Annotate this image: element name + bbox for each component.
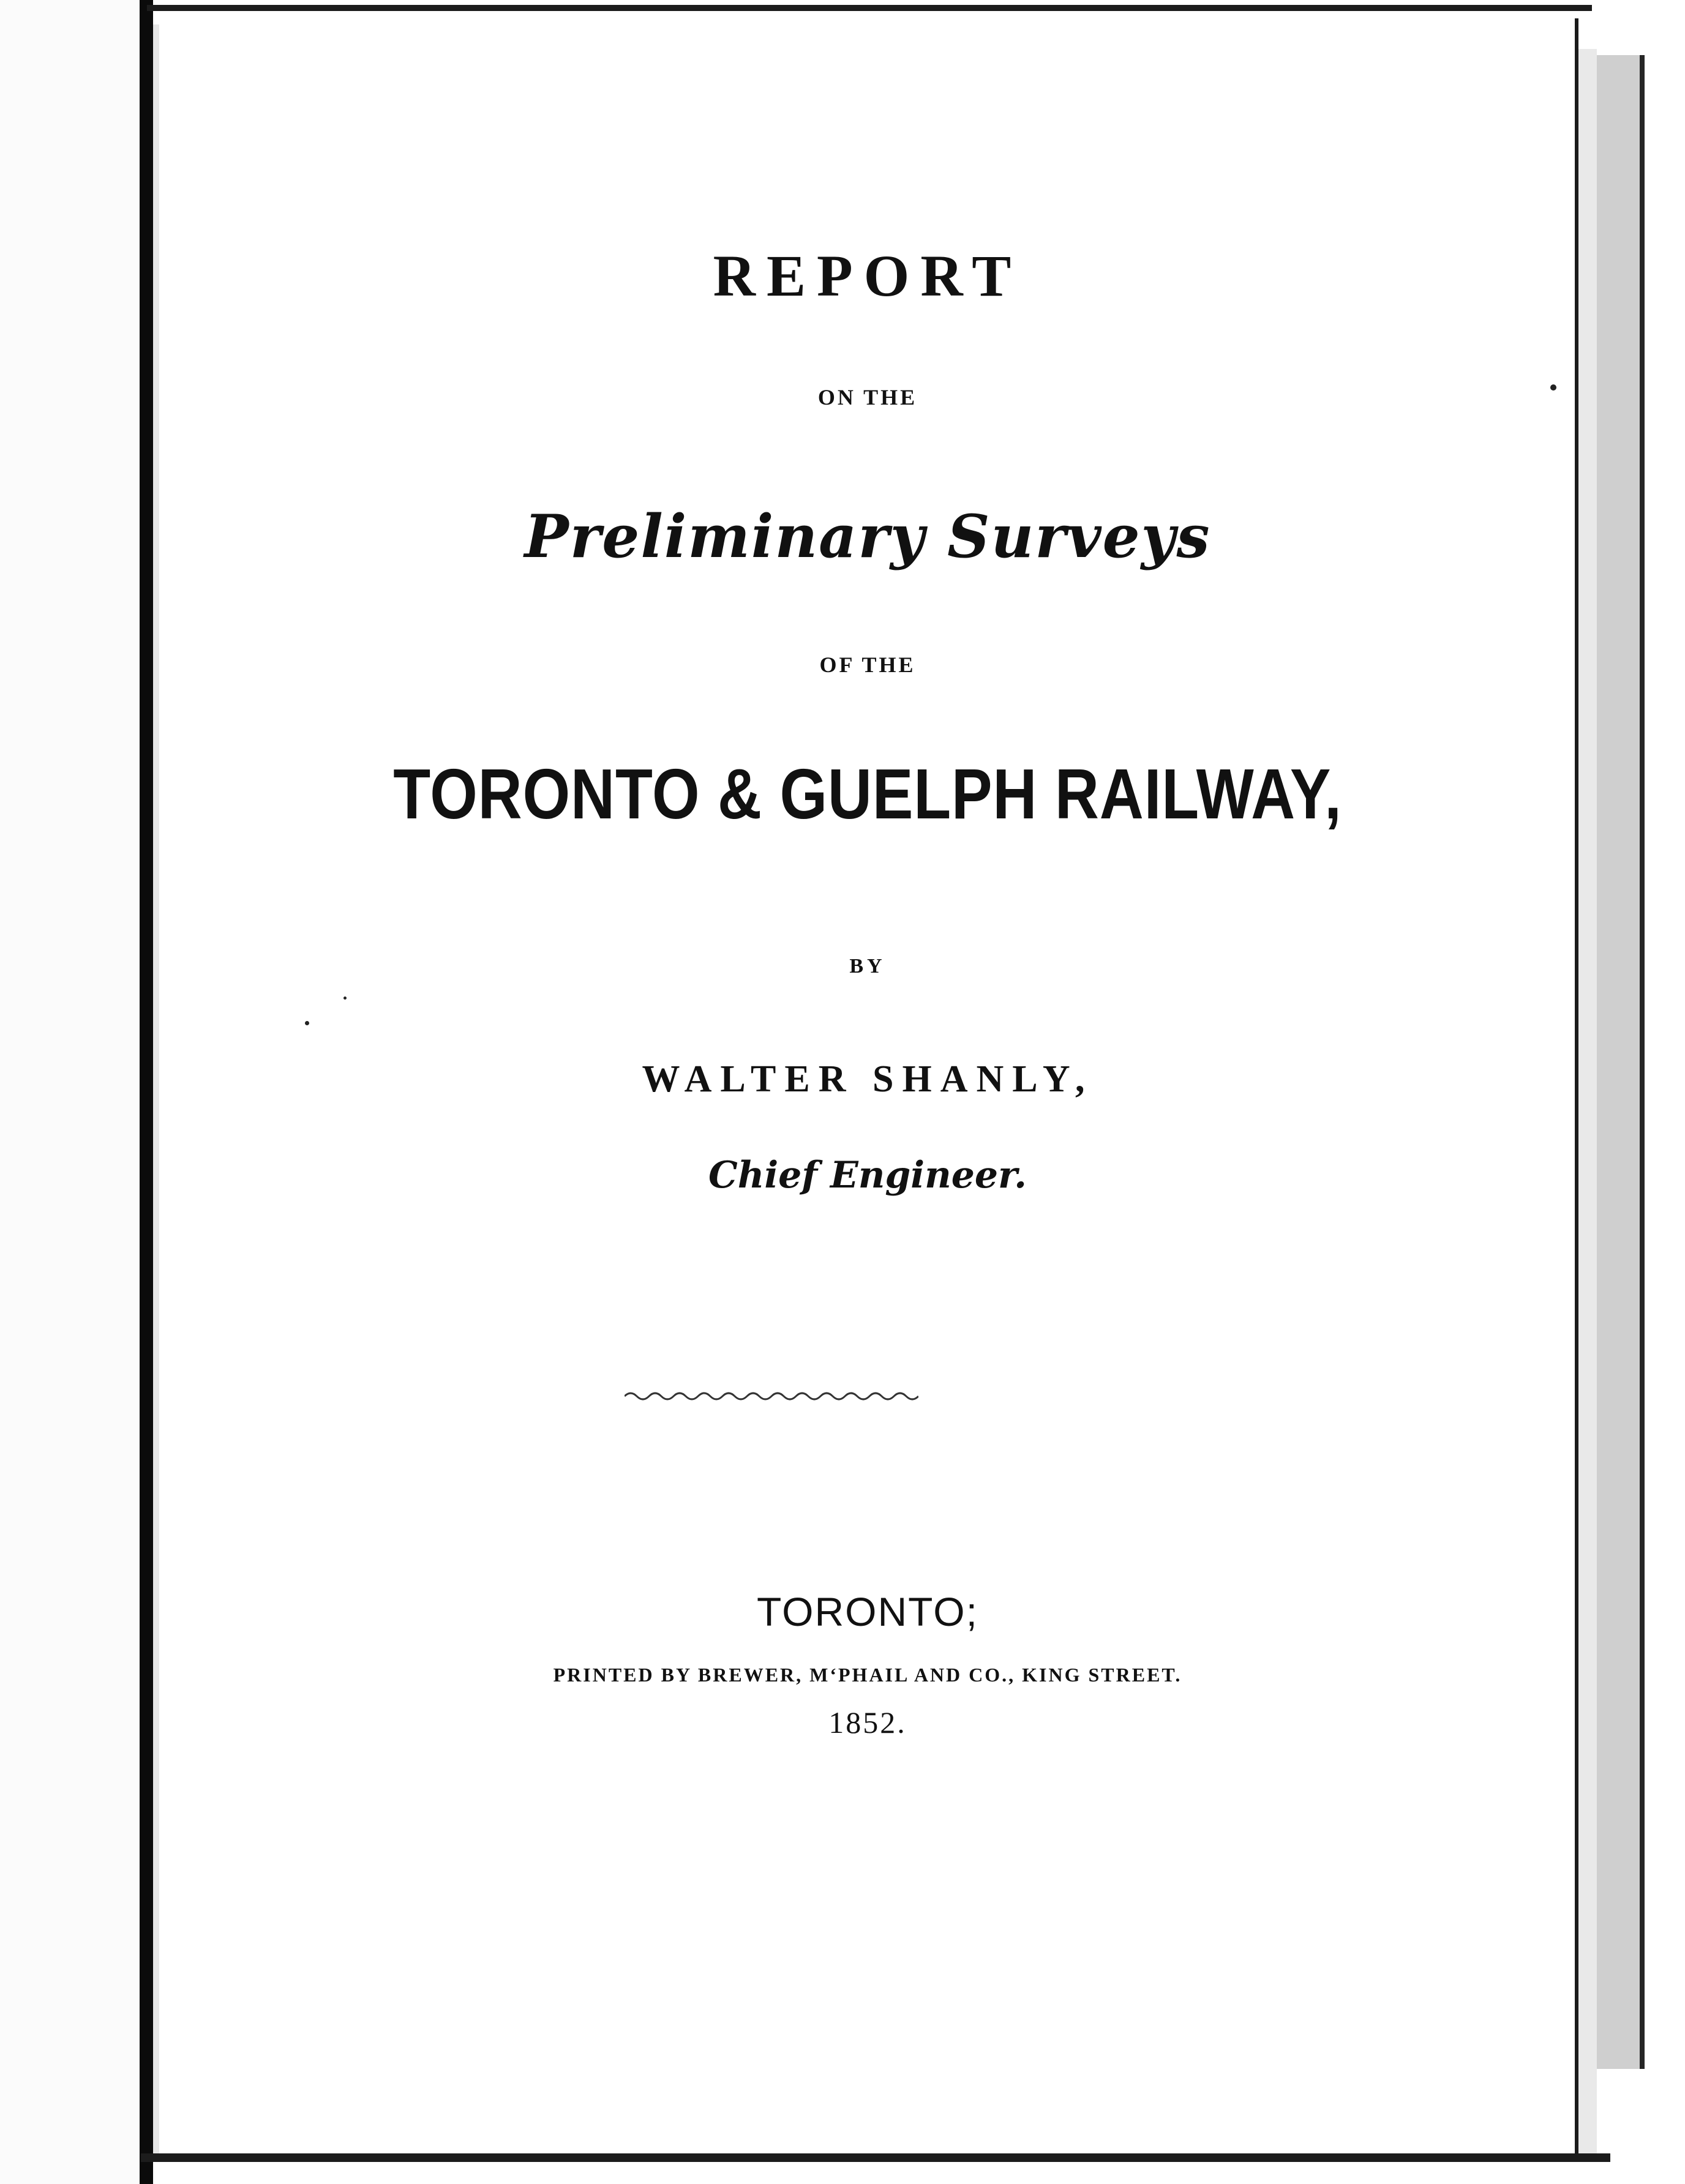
facing-page-edge bbox=[0, 0, 140, 2184]
on-the-line: ON THE bbox=[817, 385, 918, 410]
imprint-year: 1852. bbox=[828, 1705, 907, 1740]
report-heading: REPORT bbox=[713, 243, 1023, 309]
ink-speck bbox=[305, 1021, 309, 1025]
of-the-line: OF THE bbox=[819, 653, 916, 677]
page-edge-shadow bbox=[1578, 49, 1597, 2155]
gutter-shadow bbox=[153, 24, 159, 2161]
imprint-printer: PRINTED BY BREWER, M‘PHAIL AND CO., KING STREET. bbox=[553, 1664, 1182, 1686]
subject-title: Preliminary Surveys bbox=[524, 502, 1211, 571]
imprint-city: TORONTO; bbox=[757, 1589, 978, 1634]
wavy-rule-ornament bbox=[625, 1388, 918, 1404]
author-name: WALTER SHANLY, bbox=[642, 1058, 1094, 1100]
author-title: Chief Engineer. bbox=[708, 1154, 1027, 1197]
ink-speck bbox=[343, 997, 347, 1000]
underlying-pages-edge bbox=[1597, 55, 1645, 2069]
railway-name: TORONTO & GUELPH RAILWAY, bbox=[393, 754, 1342, 834]
scan-border-top bbox=[147, 5, 1592, 11]
scan-border-bottom bbox=[141, 2153, 1610, 2162]
book-spine bbox=[140, 0, 153, 2184]
by-line: BY bbox=[849, 955, 886, 978]
